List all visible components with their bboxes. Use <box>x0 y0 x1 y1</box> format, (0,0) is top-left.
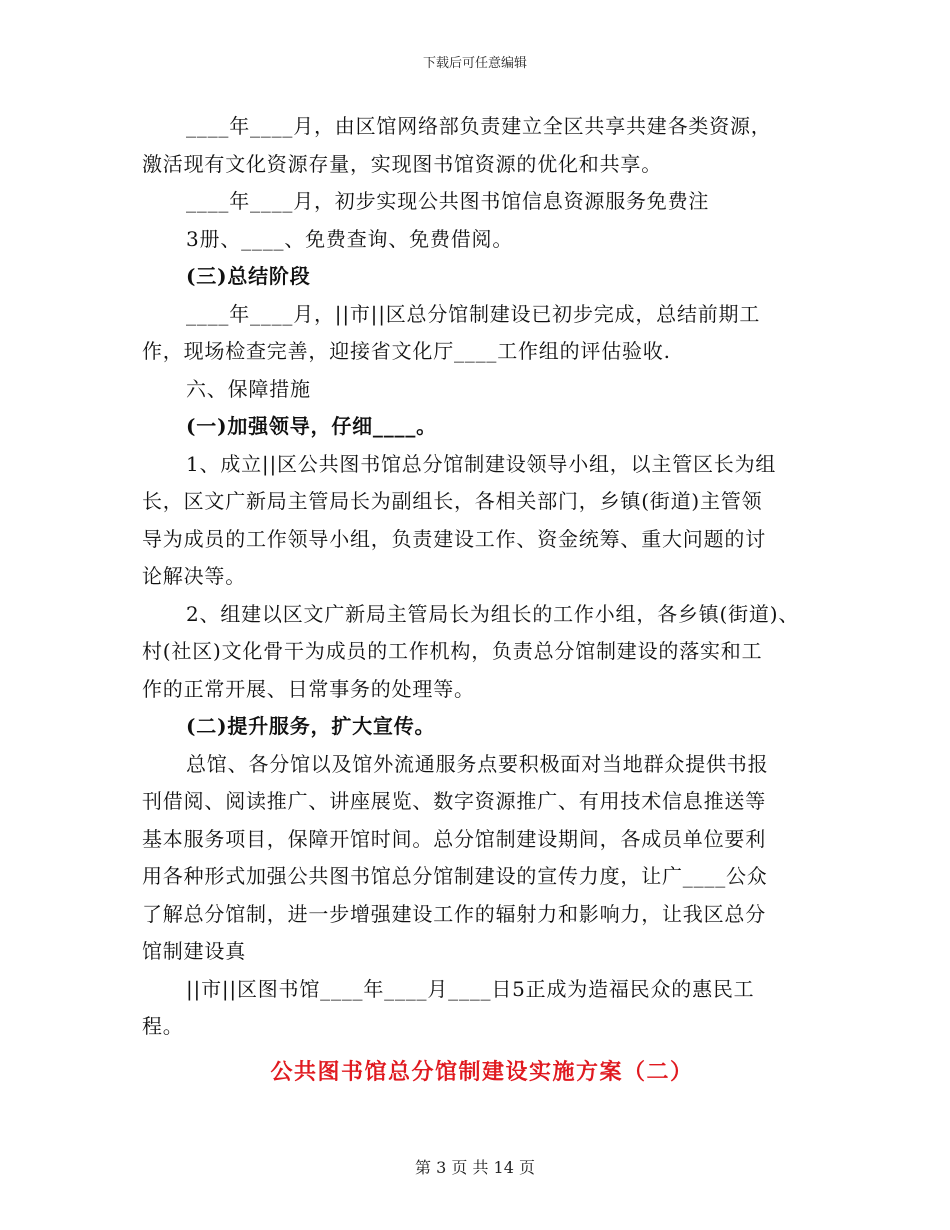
text-line: 程。 <box>142 1014 184 1038</box>
text-line: (一)加强领导，仔细____。 <box>186 414 437 438</box>
page-footer: 第 3 页 共 14 页 <box>415 1158 535 1177</box>
text-line: 长，区文广新局主管局长为副组长，各相关部门，乡镇(街道)主管领 <box>142 489 763 513</box>
paragraph-list <box>142 108 822 1046</box>
text-line: 总馆、各分馆以及馆外流通服务点要积极面对当地群众提供书报 <box>186 751 769 776</box>
text-line: 作，现场检查完善，迎接省文化厅____工作组的评估验收. <box>142 339 671 363</box>
text-line: 作的正常开展、日常事务的处理等。 <box>142 676 475 701</box>
text-line: 3册、____、免费查询、免费借阅。 <box>186 226 514 251</box>
text-line: 用各种形式加强公共图书馆总分馆制建设的宣传力度，让广____公众 <box>142 864 768 888</box>
text-line: ||市||区图书馆____年____月____日5正成为造福民众的惠民工 <box>186 976 755 1001</box>
header-note: 下载后可任意编辑 <box>422 56 527 71</box>
text-line: 了解总分馆制，进一步增强建设工作的辐射力和影响力，让我区总分 <box>142 901 766 926</box>
text-line: 2、组建以区文广新局主管局长为组长的工作小组，各乡镇(街道)、 <box>186 601 800 626</box>
text-line: 村(社区)文化骨干为成员的工作机构，负责总分馆制建设的落实和工 <box>142 639 763 663</box>
text-line: 论解决等。 <box>142 564 246 588</box>
text-line: 馆制建设真 <box>142 939 246 963</box>
text-line: 六、保障措施 <box>186 376 311 401</box>
text-line: ____年____月，初步实现公共图书馆信息资源服务免费注 <box>186 189 710 213</box>
text-line: (三)总结阶段 <box>186 264 311 288</box>
text-line: 刊借阅、阅读推广、讲座展览、数字资源推广、有用技术信息推送等 <box>142 789 766 813</box>
text-line: 基本服务项目，保障开馆时间。总分馆制建设期间，各成员单位要利 <box>142 826 766 851</box>
text-line: 激活现有文化资源存量，实现图书馆资源的优化和共享。 <box>142 151 662 176</box>
text-line: 1、成立||区公共图书馆总分馆制建设领导小组，以主管区长为组 <box>186 451 777 476</box>
text-line: (二)提升服务，扩大宣传。 <box>186 714 436 738</box>
text-line: ____年____月，由区馆网络部负责建立全区共享共建各类资源， <box>186 114 772 138</box>
section-title: 公共图书馆总分馆制建设实施方案（二） <box>270 1058 694 1085</box>
text-line: ____年____月，||市||区总分馆制建设已初步完成，总结前期工 <box>186 301 761 326</box>
document-body <box>142 108 822 1090</box>
text-line: 导为成员的工作领导小组，负责建设工作、资金统筹、重大问题的讨 <box>142 526 766 551</box>
